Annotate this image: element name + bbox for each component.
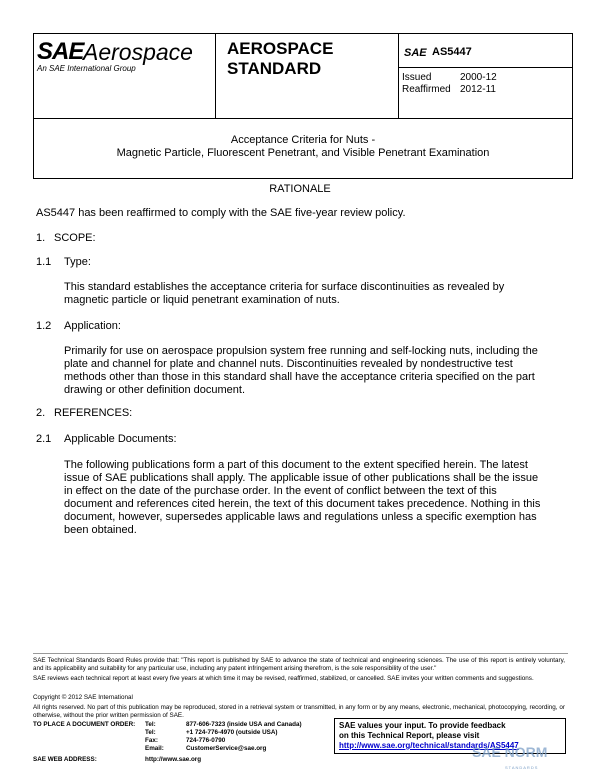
sae-logo: SAE bbox=[37, 38, 84, 65]
footer-rules-text: SAE Technical Standards Board Rules provide that: "This report is published by SAE to advance the state of technical and engineering sciences. The use of this report is entirely voluntary, and its applicability and suitability for any particular use, including any patent infringement arising therefrom, is the sole responsibility of the user." bbox=[33, 657, 565, 672]
header-divider bbox=[215, 34, 216, 118]
tel2-value: +1 724-776-4970 (outside USA) bbox=[186, 729, 278, 736]
issue-dates bbox=[402, 72, 497, 96]
web-value[interactable]: http://www.sae.org bbox=[145, 756, 202, 763]
rationale-heading: RATIONALE bbox=[269, 183, 331, 195]
tel2-label: Tel: bbox=[145, 729, 156, 736]
tel-label: Tel: bbox=[145, 721, 156, 728]
issued-value: 2000-12 bbox=[460, 72, 497, 83]
standard-type-line1: AEROSPACE bbox=[227, 39, 334, 58]
email-value[interactable]: CustomerService@sae.org bbox=[186, 745, 267, 752]
section-2-1-title: Applicable Documents: bbox=[64, 433, 177, 445]
feedback-line1: SAE values your input. To provide feedback bbox=[339, 721, 506, 730]
section-1-1-number: 1.1 bbox=[36, 256, 52, 268]
section-1-number: 1. bbox=[36, 232, 46, 244]
title-line2: Magnetic Particle, Fluorescent Penetrant, and Visible Penetrant Examination bbox=[116, 147, 490, 159]
section-2-1-number: 2.1 bbox=[36, 433, 52, 445]
header-divider bbox=[398, 34, 399, 118]
email-label: Email: bbox=[145, 745, 164, 752]
standard-type bbox=[227, 39, 333, 79]
header-divider bbox=[398, 67, 572, 68]
section-1-2-title: Application: bbox=[64, 320, 121, 332]
document-title-box bbox=[33, 119, 573, 179]
section-2-number: 2. bbox=[36, 407, 46, 419]
reaffirmed-value: 2012-11 bbox=[460, 84, 496, 95]
footer-copyright: Copyright © 2012 SAE International bbox=[33, 694, 133, 701]
tel-value: 877-606-7323 (inside USA and Canada) bbox=[186, 721, 302, 728]
fax-label: Fax: bbox=[145, 737, 158, 744]
footer-rule bbox=[33, 653, 568, 654]
web-label: SAE WEB ADDRESS: bbox=[33, 756, 97, 763]
section-2-1-text: The following publications form a part of this document to the extent specified herein. The latest issue of SAE publications shall apply. The applicable issue of other publications shall be the issue in effect on the date of the purchase order. In the event of conflict between the text of this document and references cited herein, the text of this document takes precedence. Nothing in this document, however, supersedes applicable laws and regulations unless a specific exemption has been obtained. bbox=[64, 459, 541, 536]
title-line1: Acceptance Criteria for Nuts - bbox=[230, 134, 376, 146]
section-1-title: SCOPE: bbox=[54, 232, 96, 244]
doc-number: AS5447 bbox=[432, 46, 472, 58]
section-2-title: REFERENCES: bbox=[54, 407, 133, 419]
reaffirmed-label: Reaffirmed bbox=[402, 84, 451, 95]
feedback-line2: on this Technical Report, please visit bbox=[339, 731, 480, 740]
doc-sae-mark: SAE bbox=[404, 47, 427, 59]
footer-review-text: SAE reviews each technical report at least every five years at which time it may be revised, reaffirmed, stabilized, or cancelled. SAE invites your written comments and suggestions. bbox=[33, 675, 534, 682]
rationale-text: AS5447 has been reaffirmed to comply with the SAE five-year review policy. bbox=[36, 207, 406, 219]
order-label: TO PLACE A DOCUMENT ORDER: bbox=[33, 721, 136, 728]
issued-label: Issued bbox=[402, 72, 432, 83]
watermark-sub: STANDARDS bbox=[505, 765, 539, 770]
logo-subtitle: An SAE International Group bbox=[37, 64, 136, 73]
section-1-1-text: This standard establishes the acceptance criteria for surface discontinuities as revealed by magnetic particle or liquid penetrant examination of nuts. bbox=[64, 281, 505, 306]
standard-type-line2: STANDARD bbox=[227, 59, 322, 78]
section-1-2-text: Primarily for use on aerospace propulsion system free running and self-locking nuts, including the plate and channel for plate and channel nuts. Discontinuities revealed by nondestructive test methods other than those in this standard shall have the acceptance criteria specified on the part drawing or other definition document. bbox=[64, 345, 538, 396]
feedback-link[interactable]: http://www.sae.org/technical/standards/AS5447 bbox=[339, 741, 519, 750]
aerospace-logo-text: Aerospace bbox=[83, 39, 193, 65]
footer-rights-text: All rights reserved. No part of this publication may be reproduced, stored in a retrieval system or transmitted, in any form or by any means, electronic, mechanical, photocopying, recording, or otherwise, without the prior written permission of SAE. bbox=[33, 704, 565, 719]
document-header bbox=[33, 33, 573, 119]
watermark: SAE NORM bbox=[472, 744, 548, 760]
section-1-1-title: Type: bbox=[64, 256, 91, 268]
section-1-2-number: 1.2 bbox=[36, 320, 52, 332]
fax-value: 724-776-0790 bbox=[186, 737, 226, 744]
